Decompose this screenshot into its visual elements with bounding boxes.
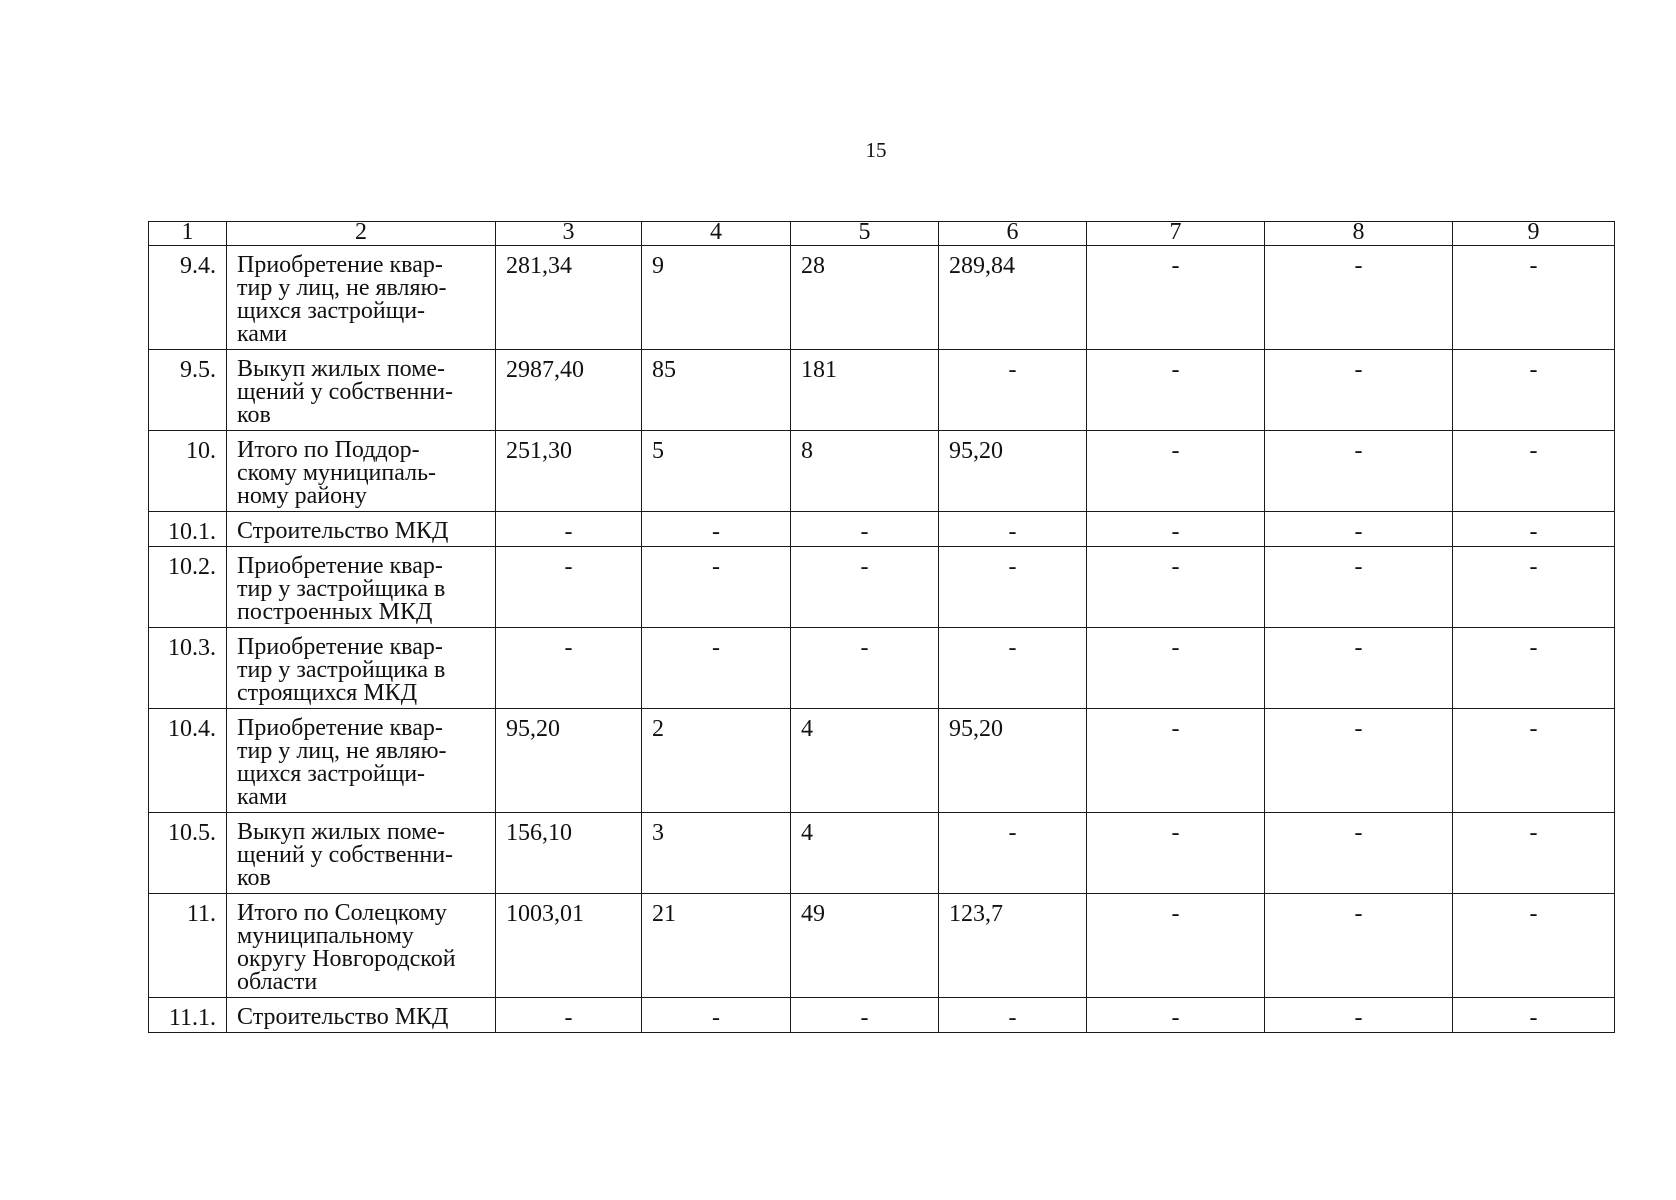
value-cell: 95,20 (496, 709, 642, 813)
column-number-header: 5 (791, 222, 939, 246)
value-cell: 21 (642, 894, 791, 998)
table-row (149, 709, 1615, 813)
column-number-header: 7 (1087, 222, 1265, 246)
empty-value-cell: - (1265, 512, 1453, 547)
description-cell (227, 547, 496, 628)
column-number-header: 3 (496, 222, 642, 246)
value-cell: 4 (791, 709, 939, 813)
description-line: муниципальному (237, 923, 414, 949)
column-number-header: 4 (642, 222, 791, 246)
table-row (149, 894, 1615, 998)
empty-value-cell: - (1265, 350, 1453, 431)
empty-value-cell: - (1087, 998, 1265, 1033)
value-cell: 2987,40 (496, 350, 642, 431)
value-cell: 85 (642, 350, 791, 431)
description-line: Строительство МКД (237, 518, 449, 544)
empty-value-cell: - (1087, 628, 1265, 709)
empty-value-cell: - (1087, 431, 1265, 512)
value-cell: 8 (791, 431, 939, 512)
table-row (149, 813, 1615, 894)
table-body (149, 219, 1615, 1033)
empty-value-cell: - (791, 512, 939, 547)
description-cell (227, 512, 496, 547)
empty-value-cell: - (496, 512, 642, 547)
empty-value-cell: - (1265, 547, 1453, 628)
empty-value-cell: - (1265, 998, 1453, 1033)
table-row (149, 246, 1615, 350)
empty-value-cell: - (1453, 246, 1615, 350)
value-cell: 5 (642, 431, 791, 512)
table-row (149, 998, 1615, 1033)
empty-value-cell: - (791, 998, 939, 1033)
table-row (149, 350, 1615, 431)
empty-value-cell: - (939, 628, 1087, 709)
value-cell: 95,20 (939, 709, 1087, 813)
value-cell: 281,34 (496, 246, 642, 350)
table-row (149, 628, 1615, 709)
description-line: построенных МКД (237, 599, 433, 625)
row-number-cell: 11. (149, 894, 227, 998)
empty-value-cell: - (1087, 350, 1265, 431)
description-line: ками (237, 321, 287, 347)
value-cell: 95,20 (939, 431, 1087, 512)
empty-value-cell: - (1087, 547, 1265, 628)
empty-value-cell: - (642, 628, 791, 709)
description-line: ному району (237, 483, 367, 509)
row-number-cell: 10.4. (149, 709, 227, 813)
description-line: тир у лиц, не являю- (237, 738, 447, 764)
description-line: Выкуп жилых поме- (237, 819, 446, 845)
description-cell (227, 709, 496, 813)
description-cell (227, 894, 496, 998)
value-cell: 9 (642, 246, 791, 350)
empty-value-cell: - (1265, 431, 1453, 512)
empty-value-cell: - (1265, 246, 1453, 350)
description-line: ков (237, 402, 271, 428)
description-line: Строительство МКД (237, 1004, 449, 1030)
description-line: округу Новгородской (237, 946, 456, 972)
table-header-row (149, 222, 1615, 246)
description-line: Итого по Солецкому (237, 900, 447, 926)
empty-value-cell: - (1453, 350, 1615, 431)
value-cell: 156,10 (496, 813, 642, 894)
column-number-header: 9 (1453, 222, 1615, 246)
empty-value-cell: - (642, 512, 791, 547)
value-cell: 251,30 (496, 431, 642, 512)
row-number-cell: 10.5. (149, 813, 227, 894)
empty-value-cell: - (496, 998, 642, 1033)
description-line: Приобретение квар- (237, 252, 443, 278)
data-table (148, 221, 1615, 1033)
table-row (149, 431, 1615, 512)
empty-value-cell: - (1087, 894, 1265, 998)
description-line: Выкуп жилых поме- (237, 356, 446, 382)
empty-value-cell: - (939, 350, 1087, 431)
empty-value-cell: - (1453, 894, 1615, 998)
value-cell: 4 (791, 813, 939, 894)
description-cell (227, 431, 496, 512)
row-number-cell: 11.1. (149, 998, 227, 1033)
page-number: 15 (865, 138, 887, 162)
description-line: Приобретение квар- (237, 715, 443, 741)
description-cell (227, 998, 496, 1033)
column-number-header: 6 (939, 222, 1087, 246)
value-cell: 289,84 (939, 246, 1087, 350)
row-number-cell: 9.4. (149, 246, 227, 350)
empty-value-cell: - (939, 512, 1087, 547)
description-line: Приобретение квар- (237, 553, 443, 579)
row-number-cell: 10.3. (149, 628, 227, 709)
row-number-cell: 10.1. (149, 512, 227, 547)
description-line: скому муниципаль- (237, 460, 437, 486)
empty-value-cell: - (791, 628, 939, 709)
column-number-header: 2 (227, 222, 496, 246)
value-cell: 123,7 (939, 894, 1087, 998)
description-cell (227, 246, 496, 350)
column-number-header: 8 (1265, 222, 1453, 246)
empty-value-cell: - (1265, 628, 1453, 709)
column-number-header: 1 (149, 222, 227, 246)
empty-value-cell: - (1087, 246, 1265, 350)
description-line: щихся застройщи- (237, 761, 426, 787)
description-line: Приобретение квар- (237, 634, 443, 660)
table-row (149, 512, 1615, 547)
description-line: щений у собственни- (237, 379, 454, 405)
empty-value-cell: - (496, 628, 642, 709)
description-cell (227, 628, 496, 709)
empty-value-cell: - (939, 547, 1087, 628)
empty-value-cell: - (1453, 431, 1615, 512)
description-line: тир у лиц, не являю- (237, 275, 447, 301)
empty-value-cell: - (1265, 709, 1453, 813)
value-cell: 181 (791, 350, 939, 431)
row-number-cell: 9.5. (149, 350, 227, 431)
empty-value-cell: - (496, 547, 642, 628)
description-line: строящихся МКД (237, 680, 418, 706)
description-cell (227, 350, 496, 431)
value-cell: 28 (791, 246, 939, 350)
description-cell (227, 813, 496, 894)
empty-value-cell: - (1265, 894, 1453, 998)
description-line: щений у собственни- (237, 842, 454, 868)
empty-value-cell: - (1265, 813, 1453, 894)
empty-value-cell: - (1087, 813, 1265, 894)
description-line: щихся застройщи- (237, 298, 426, 324)
row-number-cell: 10.2. (149, 547, 227, 628)
description-line: Итого по Поддор- (237, 437, 420, 463)
description-line: тир у застройщика в (237, 657, 446, 683)
empty-value-cell: - (1453, 813, 1615, 894)
empty-value-cell: - (1453, 998, 1615, 1033)
empty-value-cell: - (791, 547, 939, 628)
empty-value-cell: - (939, 813, 1087, 894)
value-cell: 3 (642, 813, 791, 894)
value-cell: 2 (642, 709, 791, 813)
empty-value-cell: - (642, 547, 791, 628)
empty-value-cell: - (1453, 512, 1615, 547)
description-line: ками (237, 784, 287, 810)
value-cell: 1003,01 (496, 894, 642, 998)
description-line: области (237, 969, 318, 995)
row-number-cell: 10. (149, 431, 227, 512)
empty-value-cell: - (1453, 547, 1615, 628)
table-row (149, 547, 1615, 628)
empty-value-cell: - (642, 998, 791, 1033)
empty-value-cell: - (1453, 628, 1615, 709)
empty-value-cell: - (939, 998, 1087, 1033)
empty-value-cell: - (1453, 709, 1615, 813)
empty-value-cell: - (1087, 512, 1265, 547)
value-cell: 49 (791, 894, 939, 998)
empty-value-cell: - (1087, 709, 1265, 813)
description-line: тир у застройщика в (237, 576, 446, 602)
description-line: ков (237, 865, 271, 891)
